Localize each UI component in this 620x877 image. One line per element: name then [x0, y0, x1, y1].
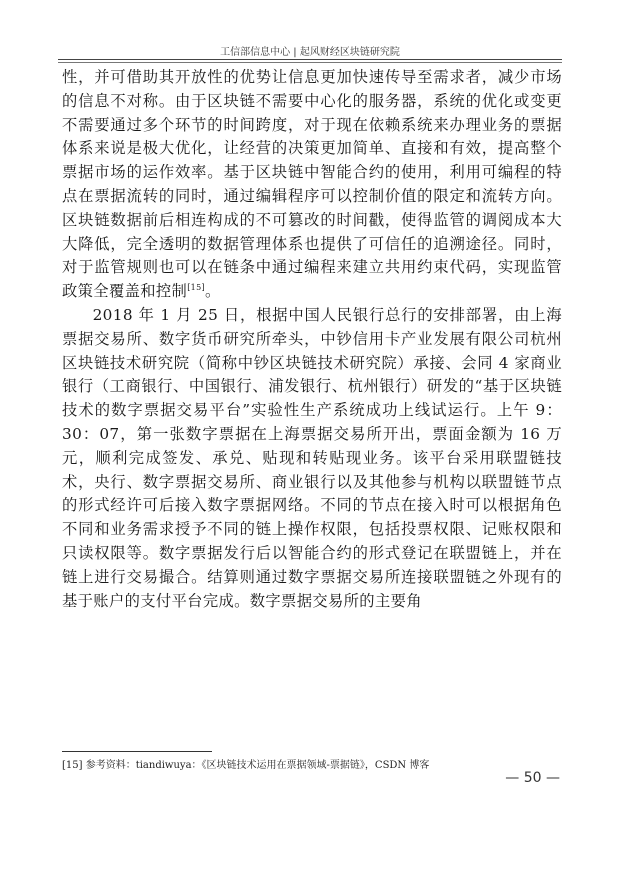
paragraph-2: 2018 年 1 月 25 日，根据中国人民银行总行的安排部署，由上海票据交易所、数字货币研究所牵头，中钞信用卡产业发展有限公司杭州区块链技术研究院（简称中钞区块链技术研究院）承接、会同 4 家商业银行（工商银行、中国银行、浦发银行、杭州银行）研发的“基于区块链技术的数字票据交易平台”实验性生产系统成功上线试运行。上午 9：30：07，第一张数字票据在上海票据交易所开出，票面金额为 16 万元，顺利完成签发、承兑、贴现和转贴现业务。该平台采用联盟链技术，央行、数字票据交易所、商业银行以及其他参与机构以联盟链节点的形式经许可后接入数字票据网络。不同的节点在接入时可以根据角色不同和业务需求授予不同的链上操作权限，包括投票权限、记账权限和只读权限等。数字票据发行后以智能合约的形式登记在联盟链上，并在链上进行交易撮合。结算则通过数字票据交易所连接联盟链之外现有的基于账户的支付平台完成。数字票据交易所的主要角 [62, 305, 562, 610]
footnote-divider [62, 751, 212, 752]
citation-marker: [15] [187, 283, 206, 293]
page-number: — 50 — [505, 770, 560, 786]
header-divider-thin [58, 62, 562, 63]
body-text [62, 66, 562, 613]
paragraph-1-text: 性，并可借助其开放性的优势让信息更加快速传导至需求者，减少市场的信息不对称。由于区块链不需要中心化的服务器，系统的优化或变更不需要通过多个环节的时间跨度，对于现在依赖系统来办理业务的票据体系来说是极大优化，让经营的决策更加简单、直接和有效，提高整个票据市场的运作效率。基于区块链中智能合约的使用，利用可编程的特点在票据流转的同时，通过编辑程序可以控制价值的限定和流转方向。区块链数据前后相连构成的不可篡改的时间戳，使得监管的调阅成本大大降低，完全透明的数据管理体系也提供了可信任的追溯途径。同时，对于监管规则也可以在链条中通过编程来建立共用约束代码，实现监管政策全覆盖和控制 [62, 68, 562, 301]
header-divider [58, 59, 562, 60]
paragraph-1-end: 。 [205, 282, 221, 301]
running-header: 工信部信息中心 | 起风财经区块链研究院 [220, 47, 400, 58]
footnote: [15] 参考资料：tiandiwuya：《区块链技术运用在票据领域-票据链》，CSDN 博客 [62, 760, 430, 771]
paragraph-1 [62, 66, 562, 304]
